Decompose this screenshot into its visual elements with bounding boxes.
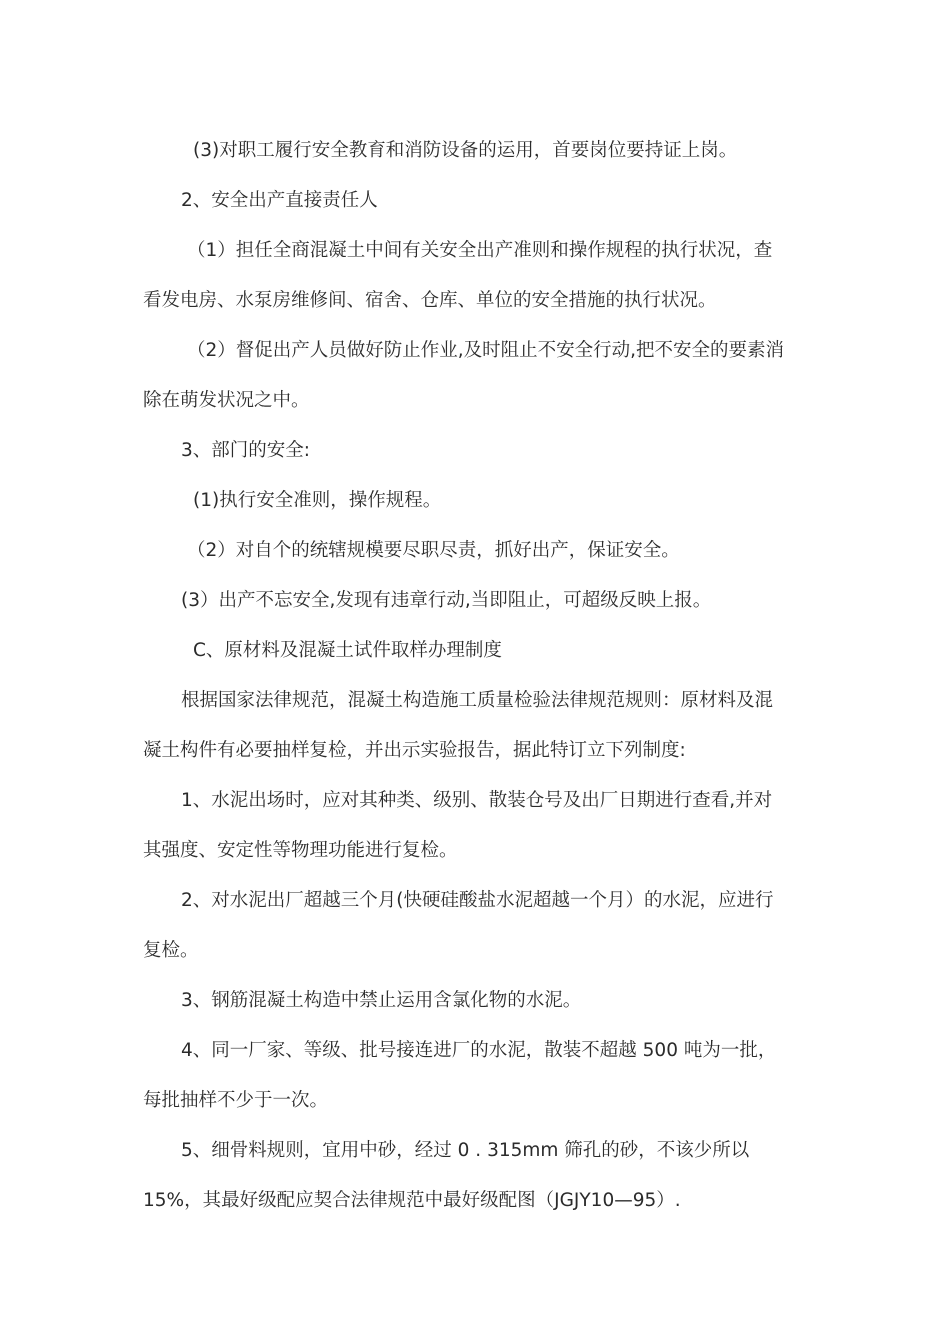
paragraph-line: 2、对水泥出厂超越三个月(快硬硅酸盐水泥超越一个月）的水泥，应进行 <box>181 890 774 911</box>
paragraph-line: （1）担任全商混凝土中间有关安全出产准则和操作规程的执行状况，查 <box>187 240 773 261</box>
paragraph-line: (1)执行安全准则，操作规程。 <box>193 490 442 511</box>
paragraph-line: 复检。 <box>143 940 199 961</box>
section-heading: 2、安全出产直接责任人 <box>181 190 378 211</box>
paragraph-line: 每批抽样不少于一次。 <box>143 1090 329 1111</box>
section-heading: 3、部门的安全: <box>181 440 311 461</box>
paragraph-line: 凝土构件有必要抽样复检，并出示实验报告，据此特订立下列制度: <box>143 740 686 761</box>
paragraph-line: (3）出产不忘安全,发现有违章行动,当即阻止，可超级反映上报。 <box>181 590 712 611</box>
paragraph-line: 5、细骨料规则，宜用中砂，经过 0 . 315mm 筛孔的砂，不该少所以 <box>181 1140 750 1161</box>
paragraph-line: (3)对职工履行安全教育和消防设备的运用，首要岗位要持证上岗。 <box>193 140 738 161</box>
section-heading: C、原材料及混凝土试件取样办理制度 <box>193 640 502 661</box>
paragraph-line: 4、同一厂家、等级、批号接连进厂的水泥，散装不超越 500 吨为一批， <box>181 1040 777 1061</box>
paragraph-line: （2）对自个的统辖规模要尽职尽责，抓好出产，保证安全。 <box>187 540 680 561</box>
paragraph-line: 3、钢筋混凝土构造中禁止运用含氯化物的水泥。 <box>181 990 582 1011</box>
paragraph-line: 其强度、安定性等物理功能进行复检。 <box>143 840 458 861</box>
paragraph-line: （2）督促出产人员做好防止作业,及时阻止不安全行动,把不安全的要素消 <box>187 340 785 361</box>
paragraph-line: 看发电房、水泵房维修间、宿舍、仓库、单位的安全措施的执行状况。 <box>143 290 717 311</box>
paragraph-line: 根据国家法律规范，混凝土构造施工质量检验法律规范规则：原材料及混 <box>181 690 774 711</box>
paragraph-line: 15%，其最好级配应契合法律规范中最好级配图（JGJY10—95）. <box>143 1190 681 1211</box>
paragraph-line: 除在萌发状况之中。 <box>143 390 310 411</box>
paragraph-line: 1、水泥出场时，应对其种类、级别、散装仓号及出厂日期进行查看,并对 <box>181 790 773 811</box>
